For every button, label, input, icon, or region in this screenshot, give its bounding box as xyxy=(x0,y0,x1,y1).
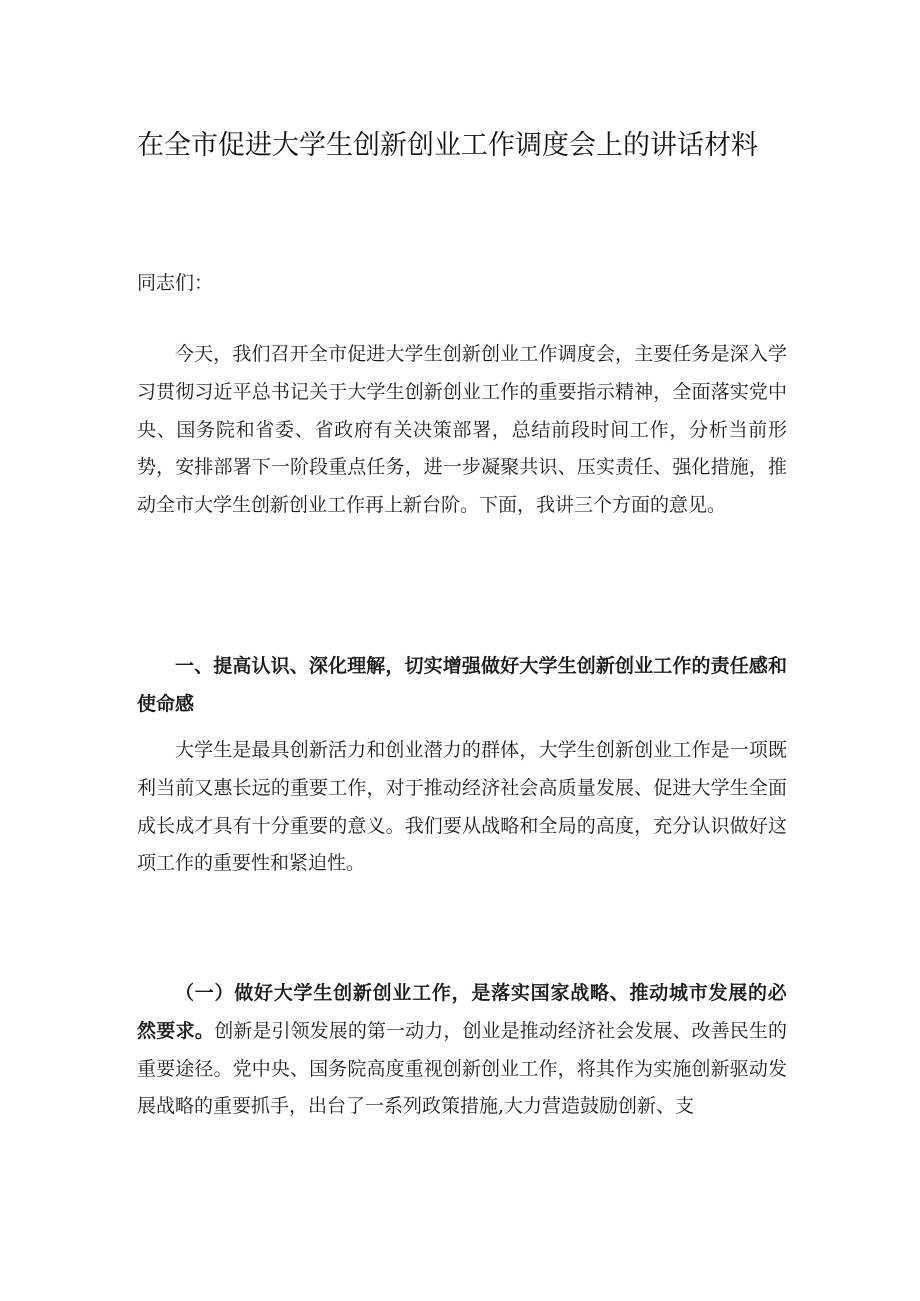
subsection-1-body: 创新是引领发展的第一动力，创业是推动经济社会发展、改善民生的重要途径。党中央、国务院高度重视创新创业工作，将其作为实施创新驱动发展战略的重要抓手，出台了一系列政策措施,大力营造鼓励创新、支 xyxy=(137,1019,787,1118)
section-1-heading: 一、提高认识、深化理解，切实增强做好大学生创新创业工作的责任感和使命感 xyxy=(137,655,787,715)
intro-paragraph: 今天，我们召开全市促进大学生创新创业工作调度会，主要任务是深入学习贯彻习近平总书记关于大学生创新创业工作的重要指示精神，全面落实党中央、国务院和省委、省政府有关决策部署，总结前段时间工作，分析当前形势，安排部署下一阶段重点任务，进一步凝聚共识、压实责任、强化措施，推动全市大学生创新创业工作再上新台阶。下面，我讲三个方面的意见。 xyxy=(137,343,787,517)
section-1-paragraph: 大学生是最具创新活力和创业潜力的群体，大学生创新创业工作是一项既利当前又惠长远的重要工作，对于推动经济社会高质量发展、促进大学生全面成长成才具有十分重要的意义。我们要从战略和全局的高度，充分认识做好这项工作的重要性和紧迫性。 xyxy=(137,739,787,875)
document-title: 在全市促进大学生创新创业工作调度会上的讲话材料 xyxy=(137,130,758,161)
salutation: 同志们： xyxy=(137,272,214,294)
subsection-1-heading: （一）做好大学生创新创业工作，是落实国家战略、推动城市发展的必然要求。 xyxy=(137,982,787,1042)
subsection-1-paragraph xyxy=(137,975,787,1126)
